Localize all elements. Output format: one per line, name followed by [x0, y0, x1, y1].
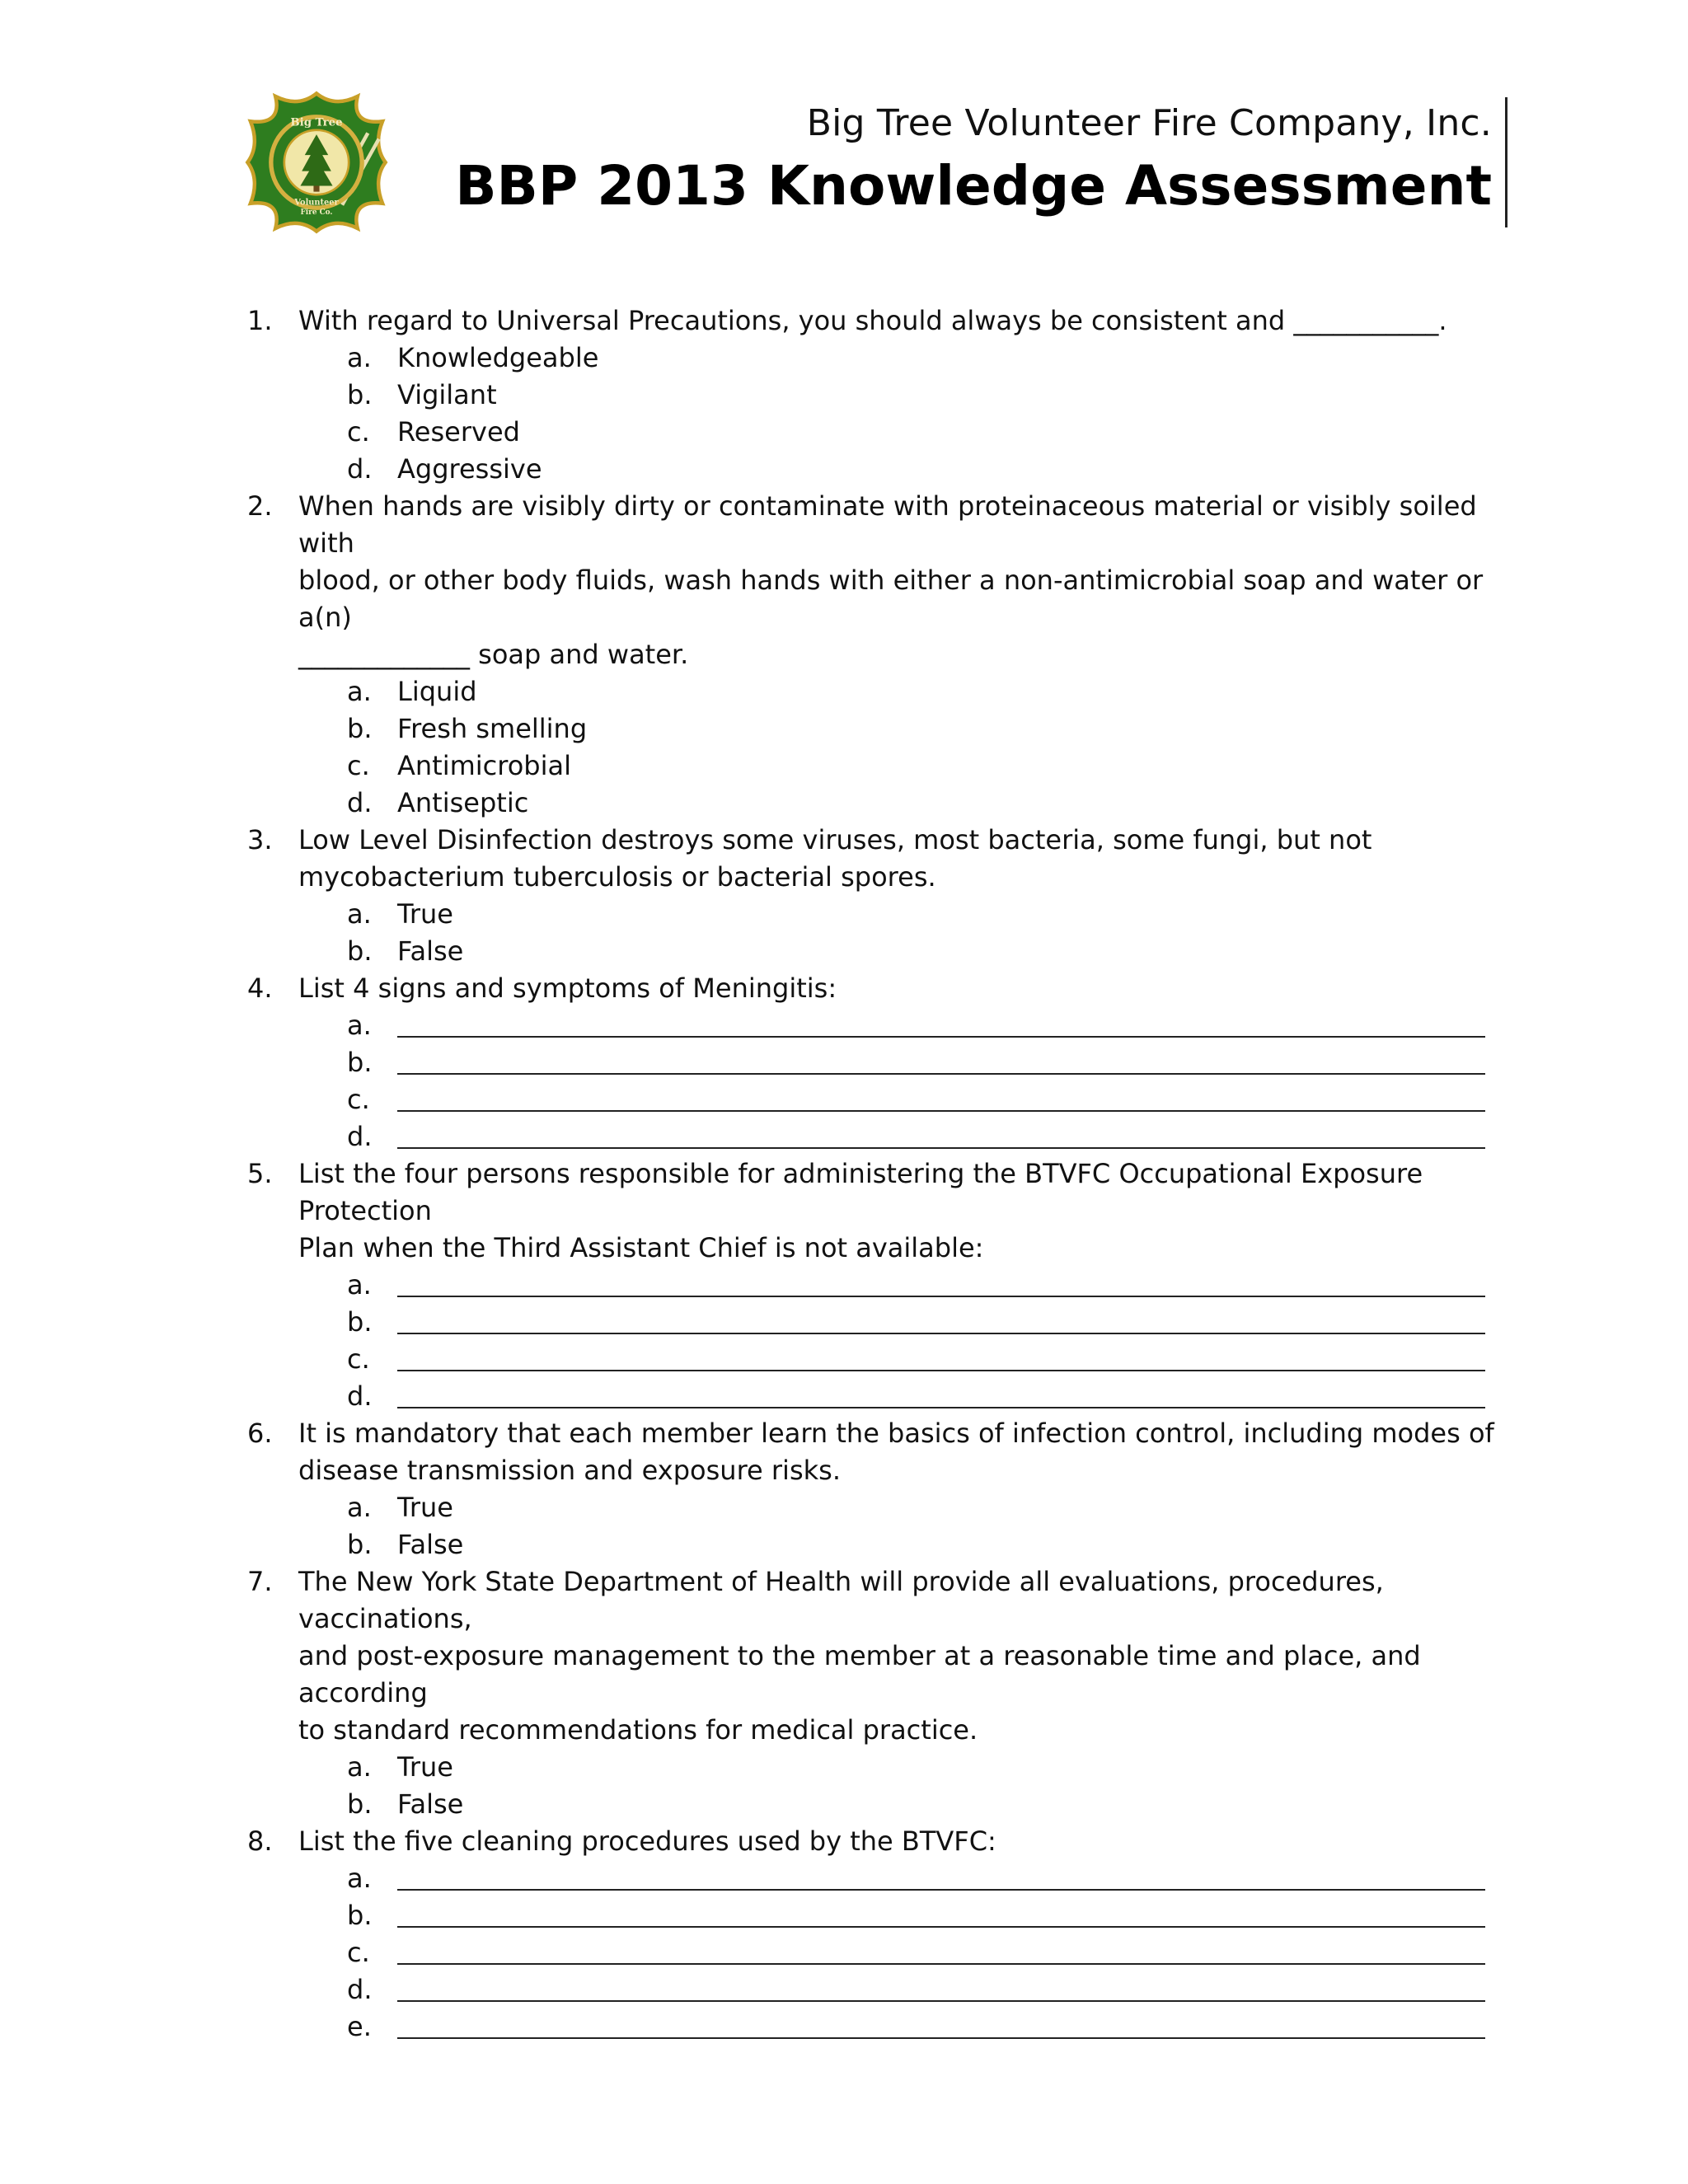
answer-options [247, 1007, 1500, 1155]
option-text: False [397, 935, 464, 967]
maltese-cross-badge-icon [243, 89, 390, 236]
question-text-line: The New York State Department of Health will provide all evaluations, procedures, vaccinations, [298, 1566, 1384, 1634]
answer-option [247, 1081, 1500, 1118]
answer-blank-line[interactable] [397, 1407, 1485, 1408]
answer-options [247, 673, 1500, 822]
option-text: False [397, 1529, 464, 1560]
option-letter: a. [347, 1269, 372, 1301]
answer-option [247, 748, 1500, 785]
option-text: Antiseptic [397, 787, 529, 818]
answer-options [247, 1267, 1500, 1415]
answer-option [247, 1267, 1500, 1304]
header-vertical-rule [1505, 97, 1507, 227]
option-letter: b. [347, 1306, 373, 1338]
answer-option [247, 340, 1500, 377]
option-letter: a. [347, 1751, 372, 1783]
option-text: Liquid [397, 676, 477, 707]
answer-option [247, 1304, 1500, 1341]
answer-option [247, 1860, 1500, 1897]
option-letter: b. [347, 1900, 373, 1931]
answer-blank-line[interactable] [397, 2000, 1485, 2002]
question-item [247, 1823, 1500, 2046]
answer-option [247, 933, 1500, 970]
question-text-line: to standard recommendations for medical practice. [298, 1714, 978, 1746]
option-text: True [397, 898, 453, 930]
question-text-line: and post-exposure management to the member at a reasonable time and place, and according [298, 1640, 1421, 1708]
question-number: 5. [247, 1158, 273, 1189]
document-header [455, 101, 1492, 223]
question-text-line: Plan when the Third Assistant Chief is not available: [298, 1232, 984, 1263]
option-letter: b. [347, 713, 373, 744]
answer-option [247, 377, 1500, 414]
question-item [247, 1155, 1500, 1415]
answer-option [247, 710, 1500, 748]
answer-option [247, 1934, 1500, 1971]
option-letter: a. [347, 1492, 372, 1523]
option-letter: c. [347, 750, 370, 781]
question-text-line: mycobacterium tuberculosis or bacterial spores. [298, 861, 936, 893]
question-text-line: disease transmission and exposure risks. [298, 1455, 841, 1486]
question-number: 6. [247, 1418, 273, 1449]
option-letter: b. [347, 1047, 373, 1078]
answer-option [247, 1971, 1500, 2008]
answer-blank-line[interactable] [397, 1333, 1485, 1334]
question-text-line: blood, or other body fluids, wash hands with either a non-antimicrobial soap and water or a(n) [298, 565, 1484, 633]
option-letter: d. [347, 1974, 373, 2005]
answer-options [247, 1489, 1500, 1563]
question-item [247, 302, 1500, 488]
option-letter: a. [347, 342, 372, 373]
answer-option [247, 1007, 1500, 1044]
question-text [298, 1823, 1500, 1860]
option-letter: d. [347, 1380, 373, 1412]
logo-bottom-text-1: Volunteer [294, 198, 339, 208]
question-number: 2. [247, 490, 273, 522]
option-text: Fresh smelling [397, 713, 588, 744]
answer-blank-line[interactable] [397, 1073, 1485, 1075]
answer-option [247, 896, 1500, 933]
answer-option [247, 1489, 1500, 1526]
question-number: 7. [247, 1566, 273, 1597]
answer-options [247, 1749, 1500, 1823]
option-letter: c. [347, 1343, 370, 1375]
answer-option [247, 2008, 1500, 2046]
question-item [247, 1415, 1500, 1563]
option-letter: e. [347, 2011, 372, 2042]
document-title: BBP 2013 Knowledge Assessment [455, 154, 1492, 218]
answer-option [247, 1786, 1500, 1823]
question-text [298, 1563, 1500, 1749]
question-text [298, 822, 1500, 896]
question-number: 1. [247, 305, 273, 336]
company-name: Big Tree Volunteer Fire Company, Inc. [806, 102, 1492, 144]
question-text-line: _____________ soap and water. [298, 639, 689, 670]
answer-option [247, 1118, 1500, 1155]
question-text [298, 1415, 1500, 1489]
option-letter: d. [347, 787, 373, 818]
option-letter: b. [347, 1529, 373, 1560]
answer-option [247, 1526, 1500, 1563]
option-letter: d. [347, 1121, 373, 1152]
option-letter: b. [347, 1788, 373, 1820]
option-letter: b. [347, 935, 373, 967]
answer-blank-line[interactable] [397, 1889, 1485, 1891]
option-letter: c. [347, 1937, 370, 1968]
answer-blank-line[interactable] [397, 1147, 1485, 1149]
question-text-line: It is mandatory that each member learn the basics of infection control, including modes of [298, 1418, 1494, 1449]
answer-option [247, 451, 1500, 488]
answer-blank-line[interactable] [397, 1926, 1485, 1928]
answer-blank-line[interactable] [397, 1296, 1485, 1297]
question-item [247, 970, 1500, 1155]
question-item [247, 1563, 1500, 1823]
option-text: Antimicrobial [397, 750, 571, 781]
question-item [247, 488, 1500, 822]
option-text: Knowledgeable [397, 342, 599, 373]
option-letter: a. [347, 1010, 372, 1041]
option-text: True [397, 1751, 453, 1783]
question-text-line: Low Level Disinfection destroys some viruses, most bacteria, some fungi, but not [298, 824, 1372, 855]
question-text-line: List the four persons responsible for administering the BTVFC Occupational Exposure Protection [298, 1158, 1423, 1226]
answer-option [247, 414, 1500, 451]
answer-blank-line[interactable] [397, 2037, 1485, 2039]
option-letter: a. [347, 898, 372, 930]
answer-option [247, 673, 1500, 710]
option-text: True [397, 1492, 453, 1523]
option-text: Reserved [397, 416, 520, 448]
option-letter: c. [347, 416, 370, 448]
logo-bottom-text-2: Fire Co. [300, 209, 333, 218]
option-letter: c. [347, 1084, 370, 1115]
question-text [298, 302, 1500, 340]
answer-option [247, 1044, 1500, 1081]
logo-top-text: Big Tree [290, 115, 343, 129]
question-text-line: List 4 signs and symptoms of Meningitis: [298, 972, 837, 1004]
question-text-line: With regard to Universal Precautions, you should always be consistent and ___________. [298, 305, 1447, 336]
option-letter: d. [347, 453, 373, 485]
option-letter: b. [347, 379, 373, 410]
answer-options [247, 896, 1500, 970]
answer-options [247, 340, 1500, 488]
question-text-line: When hands are visibly dirty or contaminate with proteinaceous material or visibly soiled with [298, 490, 1477, 559]
option-text: Aggressive [397, 453, 542, 485]
question-list [247, 302, 1500, 2046]
question-number: 4. [247, 972, 273, 1004]
answer-option [247, 1378, 1500, 1415]
option-letter: a. [347, 676, 372, 707]
answer-option [247, 1341, 1500, 1378]
question-text [298, 488, 1500, 673]
answer-blank-line[interactable] [397, 1110, 1485, 1112]
question-number: 3. [247, 824, 273, 855]
question-text [298, 1155, 1500, 1267]
option-letter: a. [347, 1863, 372, 1894]
answer-option [247, 785, 1500, 822]
answer-option [247, 1749, 1500, 1786]
question-item [247, 822, 1500, 970]
answer-blank-line[interactable] [397, 1370, 1485, 1371]
answer-option [247, 1897, 1500, 1934]
option-text: Vigilant [397, 379, 497, 410]
question-number: 8. [247, 1825, 273, 1857]
option-text: False [397, 1788, 464, 1820]
question-text [298, 970, 1500, 1007]
answer-blank-line[interactable] [397, 1036, 1485, 1038]
question-text-line: List the five cleaning procedures used by the BTVFC: [298, 1825, 996, 1857]
answer-blank-line[interactable] [397, 1963, 1485, 1965]
answer-options [247, 1860, 1500, 2046]
